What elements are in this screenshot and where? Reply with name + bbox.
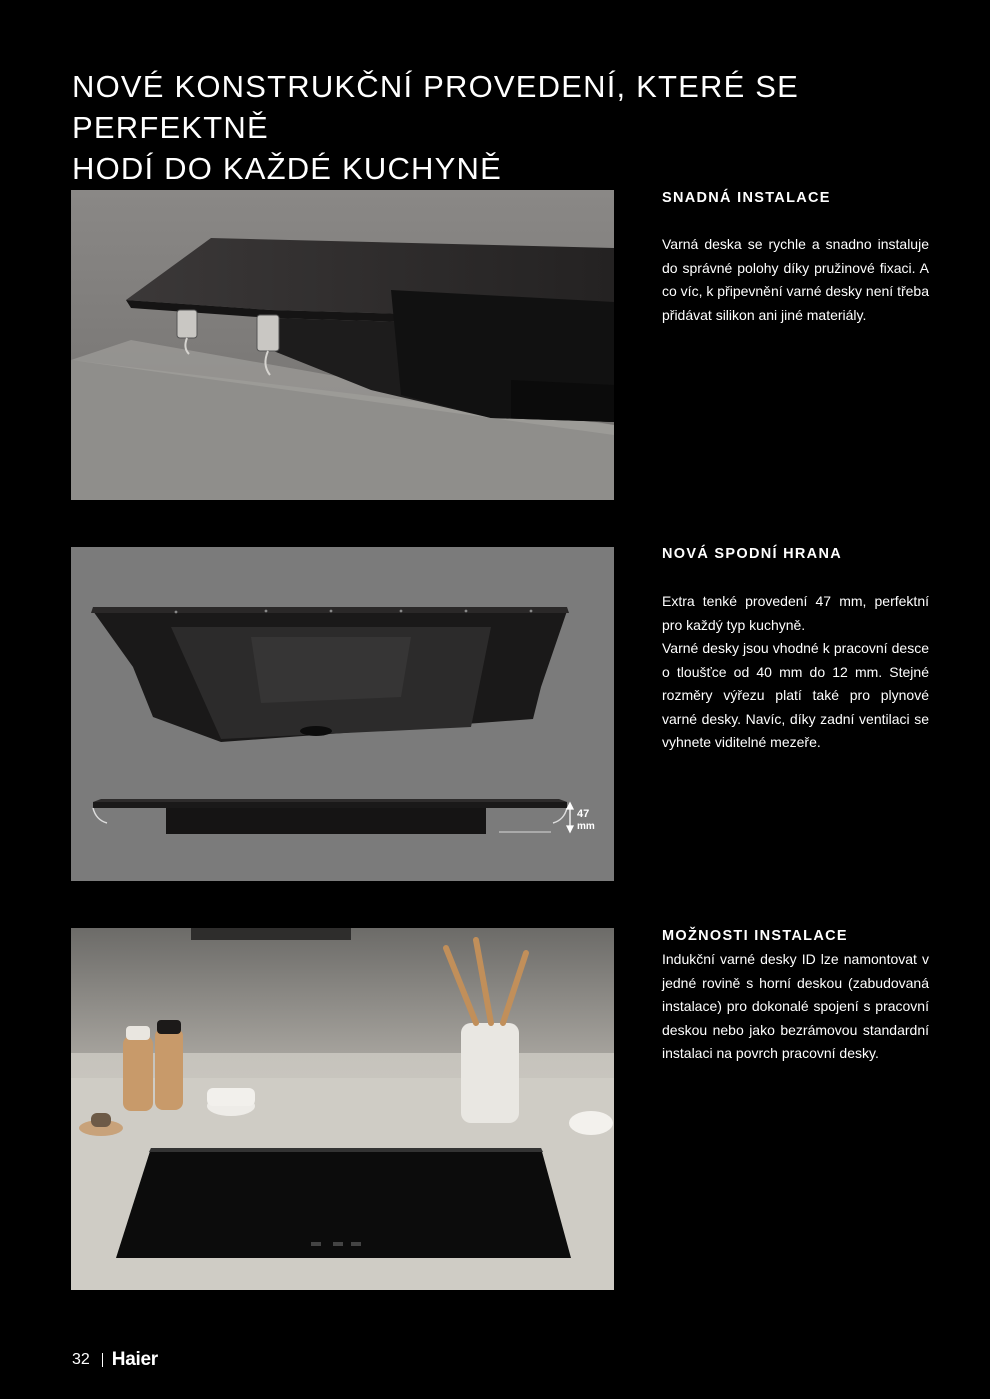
paragraph: Varné desky jsou vhodné k pracovní desce o tloušťce od 40 mm do 12 mm. Stejné rozměry výřezu platí také pro plynové varné desky. Navíc, díky zadní ventilaci se vyhnete viditelné mezeře. — [662, 640, 929, 750]
bottom-edge-photo — [71, 547, 614, 881]
dimension-value: 47 — [577, 808, 590, 820]
page-title — [72, 66, 932, 189]
page-title-line-2: HODÍ DO KAŽDÉ KUCHYNĚ — [72, 151, 502, 186]
page-number: 32 — [72, 1351, 90, 1368]
paragraph: Indukční varné desky ID lze namontovat v jedné rovině s horní deskou (zabudovaná instalace) pro dokonalé spojení s pracovní deskou nebo jako bezrámovou standardní instalaci na povrch pracovní desky. — [662, 951, 929, 1061]
section-body-bottom-edge — [662, 590, 929, 755]
paragraph: Extra tenké provedení 47 mm, perfektní pro každý typ kuchyně. — [662, 593, 929, 633]
section-heading-bottom-edge: NOVÁ SPODNÍ HRANA — [662, 546, 842, 562]
kitchen-hob-photo — [71, 928, 614, 1290]
section-heading-install-options: MOŽNOSTI INSTALACE — [662, 928, 848, 944]
dimension-unit: mm — [577, 821, 595, 832]
section-body-easy-install — [662, 233, 929, 327]
brand-logo: Haier — [111, 1349, 158, 1370]
installation-clip-photo — [71, 190, 614, 500]
page-footer — [72, 1349, 158, 1371]
paragraph: Varná deska se rychle a snadno instaluje do správné polohy díky pružinové fixaci. A co víc, k připevnění varné desky není třeba přidávat silikon ani jiné materiály. — [662, 236, 929, 323]
page-title-line-1: NOVÉ KONSTRUKČNÍ PROVEDENÍ, KTERÉ SE PERFEKTNĚ — [72, 69, 800, 145]
section-body-install-options — [662, 948, 929, 1066]
footer-divider — [102, 1353, 103, 1367]
section-heading-easy-install: SNADNÁ INSTALACE — [662, 190, 831, 206]
